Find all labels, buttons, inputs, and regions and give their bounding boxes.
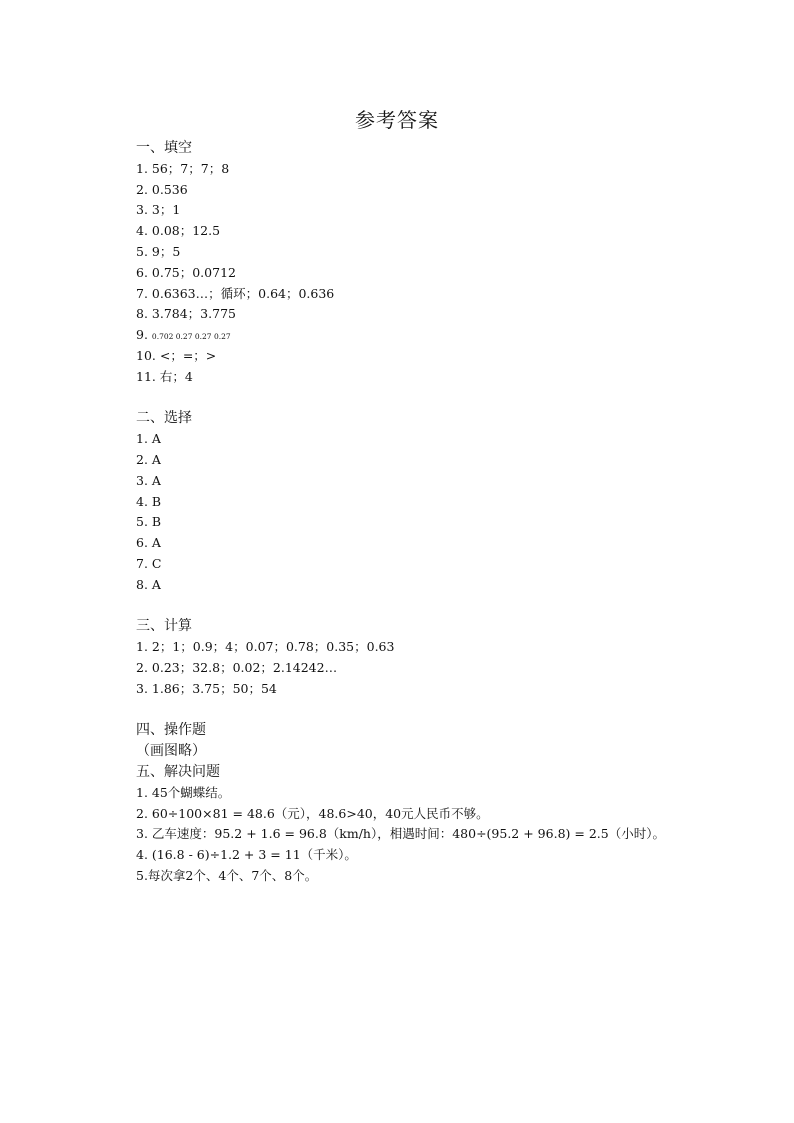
answer-line: 8. A xyxy=(136,576,161,592)
answer-content xyxy=(136,138,736,887)
answer-small-text: 0.702 0.27 0.27 0.27 xyxy=(151,332,231,342)
section-heading-fill: 一、填空 xyxy=(136,140,192,156)
answer-line: 2. 0.23；32.8；0.02；2.14242… xyxy=(136,659,338,675)
answer-line: 1. A xyxy=(136,431,161,447)
answer-line: 5. B xyxy=(136,514,162,530)
answer-line-9 xyxy=(136,325,736,346)
answer-line: 7. 0.6363…；循环；0.64；0.636 xyxy=(136,285,335,301)
answer-line: 10. <；=；> xyxy=(136,347,217,363)
section-heading-operate: 四、操作题 xyxy=(136,722,206,739)
answer-number: 9. xyxy=(136,327,148,343)
answer-line: 3. 1.86；3.75；50；54 xyxy=(136,680,277,696)
answer-line: 2. 0.536 xyxy=(136,181,188,197)
answer-line: 3. A xyxy=(136,472,161,488)
answer-line: 6. 0.75；0.0712 xyxy=(136,264,236,280)
answer-line: 5. 9；5 xyxy=(136,243,181,259)
section-heading-calc: 三、计算 xyxy=(136,618,192,635)
answer-line: 5.每次拿2个、4个、7个、8个。 xyxy=(136,867,318,883)
answer-line: 4. B xyxy=(136,493,162,509)
answer-line: 6. A xyxy=(136,535,161,551)
section-gap xyxy=(136,388,736,409)
answer-line: 3. 乙车速度：95.2 + 1.6 = 96.8（km/h），相遇时间：480÷(95.2 + 96.8) = 2.5（小时）。 xyxy=(136,826,665,842)
answer-line: 1. 45个蝴蝶结。 xyxy=(136,784,231,800)
answer-line: 2. A xyxy=(136,451,161,467)
section-gap xyxy=(136,700,736,721)
answer-line: 11. 右；4 xyxy=(136,368,193,384)
section-gap xyxy=(136,596,736,617)
page-title: 参考答案 xyxy=(355,108,439,132)
answer-line: 1. 2；1；0.9；4；0.07；0.78；0.35；0.63 xyxy=(136,639,395,655)
answer-line: 1. 56；7；7；8 xyxy=(136,160,230,176)
section-heading-solve: 五、解决问题 xyxy=(136,763,220,780)
operate-note: （画图略） xyxy=(136,743,206,760)
answer-line: 8. 3.784；3.775 xyxy=(136,306,236,322)
answer-line: 2. 60÷100×81 = 48.6（元），48.6>40，40元人民币不够。 xyxy=(136,805,489,821)
answer-line: 7. C xyxy=(136,555,162,571)
answer-line: 4. 0.08；12.5 xyxy=(136,223,221,239)
answer-line: 4. (16.8 - 6)÷1.2 + 3 = 11（千米）。 xyxy=(136,847,357,863)
answer-line: 3. 3；1 xyxy=(136,202,181,218)
section-heading-choice: 二、选择 xyxy=(136,410,192,427)
